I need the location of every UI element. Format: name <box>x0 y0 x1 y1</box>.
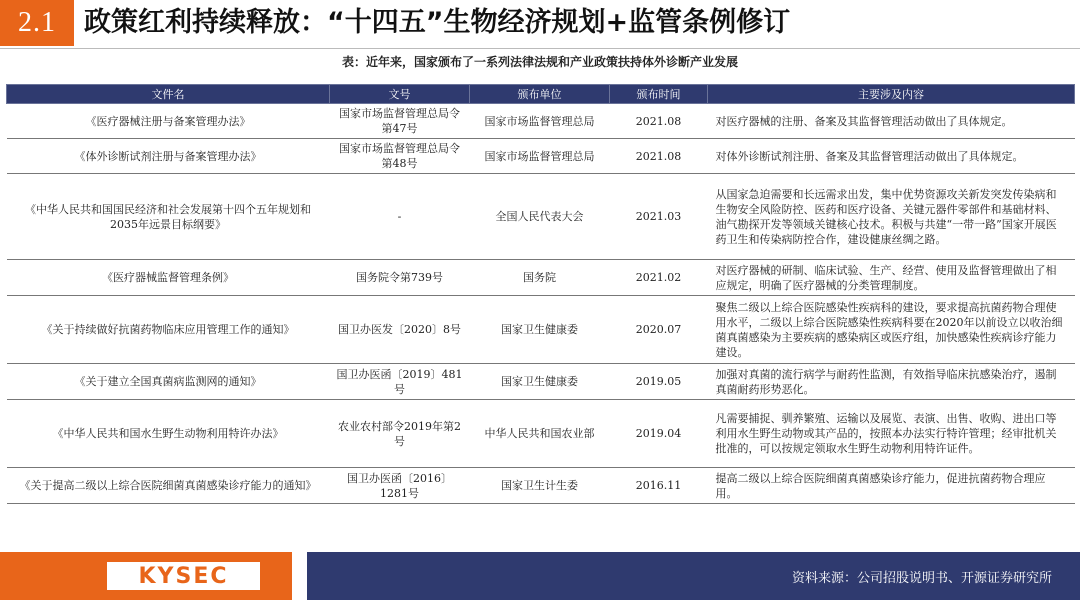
cell-filename: 《中华人民共和国水生野生动物利用特许办法》 <box>7 400 330 468</box>
cell-issuer: 中华人民共和国农业部 <box>470 400 610 468</box>
cell-issuer: 国家市场监督管理总局 <box>470 139 610 174</box>
column-header-issuer: 颁布单位 <box>470 85 610 104</box>
header-divider <box>0 48 1080 49</box>
cell-issuer: 国务院 <box>470 260 610 296</box>
cell-doc-number: 国务院令第739号 <box>330 260 470 296</box>
cell-doc-number: 国家市场监督管理总局令第47号 <box>330 104 470 139</box>
cell-doc-number: 国卫办医函〔2019〕481号 <box>330 364 470 400</box>
cell-filename: 《体外诊断试剂注册与备案管理办法》 <box>7 139 330 174</box>
table-caption: 表：近年来，国家颁布了一系列法律法规和产业政策扶持体外诊断产业发展 <box>341 55 738 69</box>
cell-issuer: 国家卫生计生委 <box>470 468 610 504</box>
cell-filename: 《中华人民共和国国民经济和社会发展第十四个五年规划和2035年远景目标纲要》 <box>7 174 330 260</box>
cell-date: 2019.05 <box>610 364 708 400</box>
table-header-row <box>7 85 1075 104</box>
cell-date: 2021.08 <box>610 139 708 174</box>
cell-date: 2020.07 <box>610 296 708 364</box>
column-header-date: 颁布时间 <box>610 85 708 104</box>
cell-filename: 《关于持续做好抗菌药物临床应用管理工作的通知》 <box>7 296 330 364</box>
table-row <box>7 296 1075 364</box>
cell-issuer: 全国人民代表大会 <box>470 174 610 260</box>
page-title: 政策红利持续释放：“十四五”生物经济规划+监管条例修订 <box>84 7 791 38</box>
cell-issuer: 国家卫生健康委 <box>470 364 610 400</box>
cell-doc-number: 国卫办医函〔2016〕1281号 <box>330 468 470 504</box>
table-row <box>7 364 1075 400</box>
source-note: 资料来源：公司招股说明书、开源证券研究所 <box>791 571 1052 586</box>
cell-filename: 《医疗器械注册与备案管理办法》 <box>7 104 330 139</box>
cell-content: 提高二级以上综合医院细菌真菌感染诊疗能力，促进抗菌药物合理应用。 <box>708 468 1075 504</box>
cell-date: 2016.11 <box>610 468 708 504</box>
cell-doc-number: - <box>330 174 470 260</box>
table-row <box>7 260 1075 296</box>
page-header <box>0 0 1080 46</box>
cell-date: 2021.03 <box>610 174 708 260</box>
cell-doc-number: 国卫办医发〔2020〕8号 <box>330 296 470 364</box>
cell-filename: 《关于提高二级以上综合医院细菌真菌感染诊疗能力的通知》 <box>7 468 330 504</box>
table-row <box>7 104 1075 139</box>
policy-table <box>6 84 1075 504</box>
cell-date: 2021.02 <box>610 260 708 296</box>
cell-doc-number: 农业农村部令2019年第2号 <box>330 400 470 468</box>
cell-content: 对医疗器械的注册、备案及其监督管理活动做出了具体规定。 <box>708 104 1075 139</box>
cell-date: 2019.04 <box>610 400 708 468</box>
table-row <box>7 400 1075 468</box>
cell-content: 对体外诊断试剂注册、备案及其监督管理活动做出了具体规定。 <box>708 139 1075 174</box>
cell-content: 聚焦二级以上综合医院感染性疾病科的建设，要求提高抗菌药物合理使用水平，二级以上综合医院感染性疾病科要在2020年以前设立以收治细菌真菌感染为主要疾病的感染病区或医疗组，加快感染性疾病诊疗能力建设。 <box>708 296 1075 364</box>
cell-content: 凡需要捕捉、驯养繁殖、运输以及展览、表演、出售、收购、进出口等利用水生野生动物或其产品的，按照本办法实行特许管理；经审批机关批准的，可以按规定领取水生野生动物利用特许证件。 <box>708 400 1075 468</box>
column-header-filename: 文件名 <box>7 85 330 104</box>
table-row <box>7 468 1075 504</box>
cell-filename: 《医疗器械监督管理条例》 <box>7 260 330 296</box>
column-header-content: 主要涉及内容 <box>708 85 1075 104</box>
cell-doc-number: 国家市场监督管理总局令第48号 <box>330 139 470 174</box>
column-header-doc-number: 文号 <box>330 85 470 104</box>
logo-text: KYSEC <box>138 563 229 589</box>
cell-date: 2021.08 <box>610 104 708 139</box>
section-number: 2.1 <box>0 0 74 46</box>
cell-content: 对医疗器械的研制、临床试验、生产、经营、使用及监督管理做出了相应规定，明确了医疗器械的分类管理制度。 <box>708 260 1075 296</box>
table-row <box>7 174 1075 260</box>
table-row <box>7 139 1075 174</box>
kysec-logo <box>107 562 260 590</box>
cell-content: 从国家急迫需要和长远需求出发，集中优势资源攻关新发突发传染病和生物安全风险防控、医药和医疗设备、关键元器件零部件和基础材料、油气勘探开发等领域关键核心技术。积极与共建“一带一路”国家开展医药卫生和传染病防控合作，建设健康丝绸之路。 <box>708 174 1075 260</box>
cell-filename: 《关于建立全国真菌病监测网的通知》 <box>7 364 330 400</box>
cell-content: 加强对真菌的流行病学与耐药性监测，有效指导临床抗感染治疗，遏制真菌耐药形势恶化。 <box>708 364 1075 400</box>
cell-issuer: 国家卫生健康委 <box>470 296 610 364</box>
cell-issuer: 国家市场监督管理总局 <box>470 104 610 139</box>
